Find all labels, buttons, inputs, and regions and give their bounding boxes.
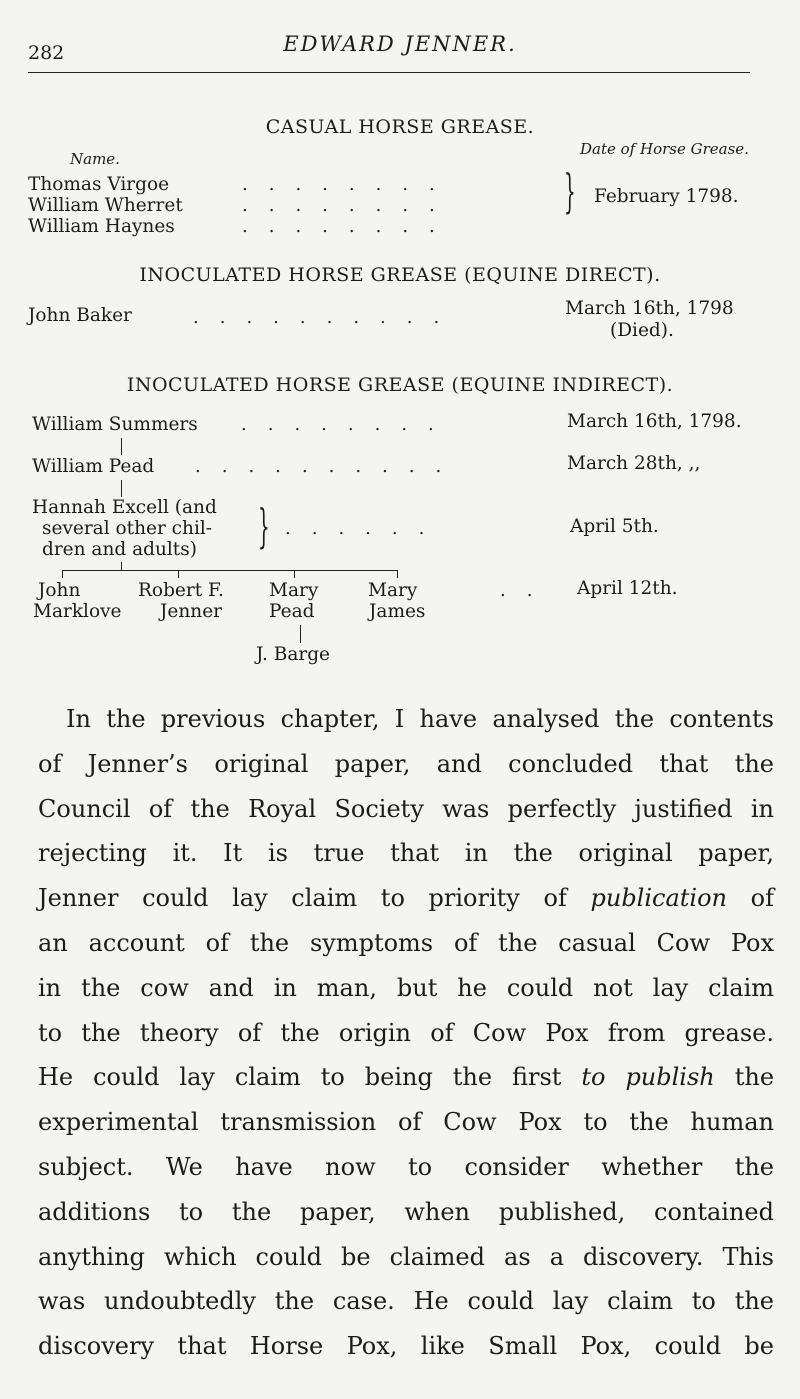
grandchild-name: J. Barge	[256, 644, 330, 665]
child-4-line1: Mary	[368, 580, 418, 601]
dot-leader: ..........	[195, 456, 463, 477]
casual-date: February 1798.	[594, 186, 739, 207]
pead-date: March 28th, ,,	[567, 453, 701, 474]
summers-date: March 16th, 1798.	[567, 411, 742, 432]
indirect-section-title: INOCULATED HORSE GREASE (EQUINE INDIRECT).	[126, 374, 674, 396]
children-date: April 12th.	[577, 578, 678, 599]
body-line: was undoubtedly the case. He could lay claim to the	[38, 1287, 774, 1316]
dot-leader: ..	[500, 580, 554, 601]
emphasis-publication: publication	[590, 884, 728, 913]
right-brace: }	[258, 499, 270, 553]
body-paragraph	[38, 697, 774, 1369]
direct-section-title: INOCULATED HORSE GREASE (EQUINE DIRECT).	[139, 264, 661, 286]
body-line: experimental transmission of Cow Pox to the human	[38, 1108, 774, 1137]
sibling-bar	[62, 570, 398, 571]
excell-line-1: Hannah Excell (and	[32, 497, 217, 518]
lineage-connector	[121, 480, 122, 497]
body-fragment: of	[727, 884, 774, 913]
branch-tick	[397, 570, 398, 578]
branch-tick	[178, 570, 179, 578]
excell-line-2: several other chil-	[42, 518, 213, 539]
child-2-line1: Robert F.	[138, 580, 224, 601]
casual-name-2: William Wherret	[28, 195, 183, 216]
body-line: additions to the paper, when published, contained	[38, 1197, 774, 1226]
excell-date: April 5th.	[570, 516, 659, 537]
child-2-line2: Jenner	[160, 601, 222, 622]
direct-name: John Baker	[28, 305, 132, 326]
body-fragment: the	[714, 1063, 775, 1092]
branch-tick	[294, 570, 295, 578]
body-fragment: He could lay claim to being the first	[38, 1063, 582, 1092]
lineage-connector	[121, 562, 122, 570]
body-line	[38, 1055, 774, 1100]
dot-leader: ........	[242, 174, 456, 195]
emphasis-to-publish: to publish	[581, 1063, 715, 1092]
body-line: rejecting it. It is true that in the original paper,	[38, 839, 774, 868]
dot-leader: ........	[242, 216, 456, 237]
name-column-heading: Name.	[70, 150, 120, 168]
excell-line-3: dren and adults)	[42, 539, 197, 560]
body-line: to the theory of the origin of Cow Pox from grease.	[38, 1018, 774, 1047]
lineage-connector	[121, 438, 122, 455]
body-line: anything which could be claimed as a discovery. This	[38, 1242, 774, 1271]
lineage-connector	[300, 625, 301, 643]
casual-section-title: CASUAL HORSE GREASE.	[265, 116, 535, 138]
page-number: 282	[28, 42, 65, 64]
dot-leader: ..........	[193, 307, 461, 328]
body-line: in the cow and in man, but he could not lay claim	[38, 973, 774, 1002]
body-line: an account of the symptoms of the casual Cow Pox	[38, 928, 774, 957]
body-line	[38, 876, 774, 921]
child-1-line2: Marklove	[33, 601, 122, 622]
body-line: Council of the Royal Society was perfectly justified in	[38, 794, 774, 823]
running-title: EDWARD JENNER.	[283, 32, 517, 56]
branch-tick	[62, 570, 63, 578]
body-line: subject. We have now to consider whether the	[38, 1152, 774, 1181]
header-rule	[28, 72, 750, 73]
date-column-heading: Date of Horse Grease.	[580, 140, 749, 158]
direct-date: March 16th, 1798	[565, 298, 734, 319]
dot-leader: ......	[285, 518, 446, 539]
body-line: In the previous chapter, I have analysed the contents	[66, 705, 774, 733]
casual-name-1: Thomas Virgoe	[28, 174, 170, 195]
pead-name: William Pead	[32, 456, 155, 477]
child-4-line2: James	[369, 601, 426, 622]
summers-name: William Summers	[32, 414, 198, 435]
body-line: discovery that Horse Pox, like Small Pox, could be	[38, 1332, 774, 1361]
body-line: of Jenner’s original paper, and concluded that the	[38, 749, 774, 778]
child-3-line1: Mary	[269, 580, 319, 601]
child-1-line1: John	[38, 580, 81, 601]
dot-leader: ........	[241, 414, 455, 435]
child-3-line2: Pead	[269, 601, 315, 622]
direct-date-note: (Died).	[610, 320, 674, 341]
dot-leader: ........	[242, 195, 456, 216]
casual-name-3: William Haynes	[28, 216, 175, 237]
body-fragment: Jenner could lay claim to priority of	[38, 884, 591, 913]
right-brace: }	[564, 164, 576, 218]
